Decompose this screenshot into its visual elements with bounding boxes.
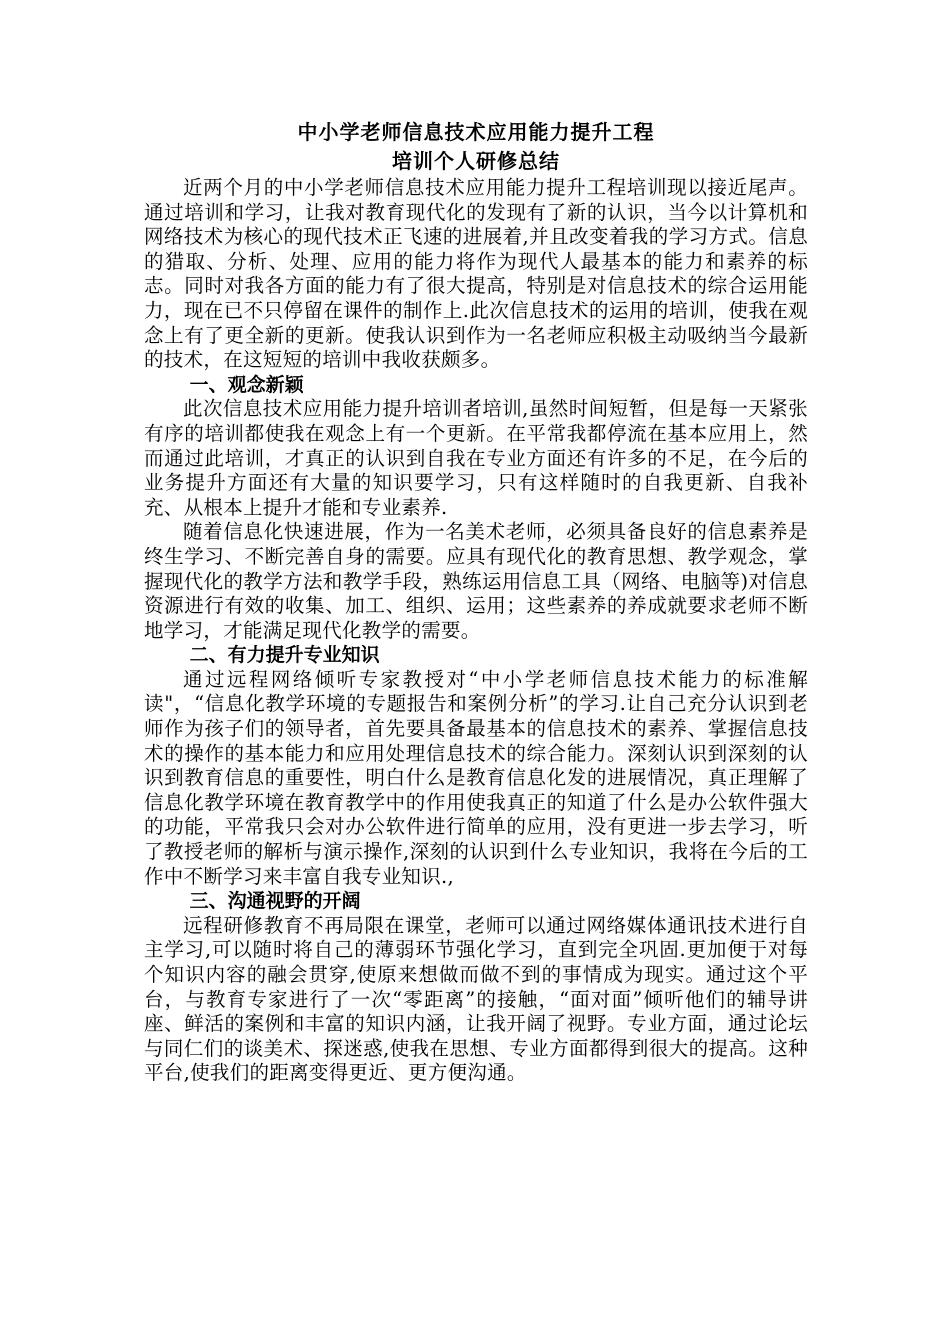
section2-heading: 二、有力提升专业知识 [189, 644, 380, 667]
section1-paragraph2: 随着信息化快速进展，作为一名美术老师，必须具备良好的信息素养是终生学习、不断完善自身的需要。应具有现代化的教育思想、教学观念，掌握现代化的教学方法和教学手段，熟练运用信息工具（网络、电脑等)对信息资源进行有效的收集、加工、组织、运用；这些素养的养成就要求老师不断地学习，才能满足现代化教学的需要。 [144, 520, 808, 642]
section1-heading: 一、观念新颖 [189, 373, 304, 396]
document-title-line2: 培训个人研修总结 [392, 149, 560, 173]
section3-heading: 三、沟通视野的开阔 [189, 890, 361, 913]
section1-paragraph1: 此次信息技术应用能力提升培训者培训,虽然时间短暂，但是每一天紧张有序的培训都使我在观念上有一个更新。在平常我都停流在基本应用上，然而通过此培训，才真正的认识到自我在专业方面还有许多的不足，在今后的业务提升方面还有大量的知识要学习，只有这样随时的自我更新、自我补充、从根本上提升才能和专业素养. [144, 397, 808, 519]
document-page [144, 118, 808, 1086]
section3-paragraph1: 远程研修教育不再局限在课堂，老师可以通过网络媒体通讯技术进行自主学习,可以随时将自己的薄弱环节强化学习，直到完全巩固.更加便于对每个知识内容的融会贯穿,使原来想做而做不到的事情成为现实。通过这个平台，与教育专家进行了一次“零距离”的接触，“面对面”倾听他们的辅导讲座、鲜活的案例和丰富的知识内涵，让我开阔了视野。专业方面，通过论坛与同仁们的谈美术、探迷惑,使我在思想、专业方面都得到很大的提高。这种平台,使我们的距离变得更近、更方便沟通。 [144, 913, 808, 1085]
section2-paragraph1: 通过远程网络倾听专家教授对“中小学老师信息技术能力的标准解读"，“信息化教学环境的专题报告和案例分析”的学习.让自己充分认识到老师作为孩子们的领导者，首先要具备最基本的信息技术的素养、掌握信息技术的操作的基本能力和应用处理信息技术的综合能力。深刻认识到深刻的认识到教育信息的重要性，明白什么是教育信息化发的进展情况，真正理解了信息化教学环境在教育教学中的作用使我真正的知道了什么是办公软件强大的功能，平常我只会对办公软件进行简单的应用，没有更进一步去学习，听了教授老师的解析与演示操作,深刻的认识到什么专业知识，我将在今后的工作中不断学习来丰富自我专业知识., [144, 667, 808, 888]
document-title-line1: 中小学老师信息技术应用能力提升工程 [297, 120, 655, 144]
intro-paragraph: 近两个月的中小学老师信息技术应用能力提升工程培训现以接近尾声。通过培训和学习，让我对教育现代化的发现有了新的认识，当今以计算机和网络技术为核心的现代技术正飞速的进展着,并且改变着我的学习方式。信息的猎取、分析、处理、应用的能力将作为现代人最基本的能力和素养的标志。同时对我各方面的能力有了很大提高，特别是对信息技术的综合运用能力，现在已不只停留在课件的制作上.此次信息技术的运用的培训，使我在观念上有了更全新的更新。使我认识到作为一名老师应积极主动吸纳当今最新的技术，在这短短的培训中我收获颇多。 [144, 176, 808, 372]
